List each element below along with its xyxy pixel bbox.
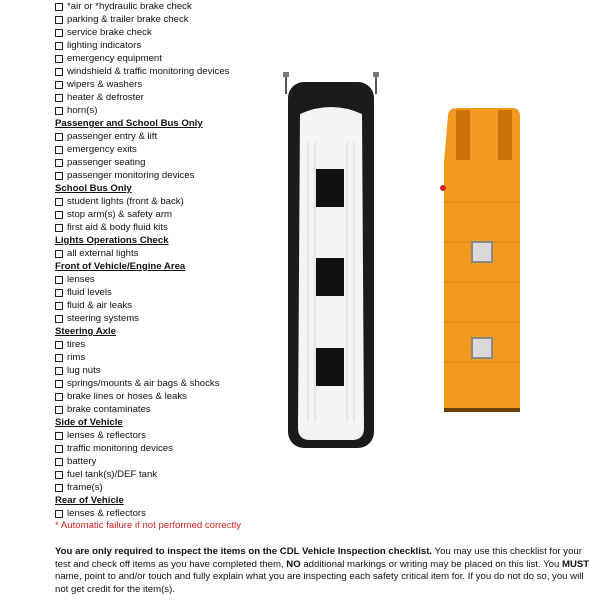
checklist-item-label: rims <box>67 352 86 363</box>
checkbox[interactable] <box>55 172 63 180</box>
checklist-item <box>55 195 295 208</box>
checklist-item <box>55 247 295 260</box>
checklist-item <box>55 143 295 156</box>
checklist-item <box>55 65 295 78</box>
section-heading: Lights Operations Check <box>55 235 169 246</box>
checkbox[interactable] <box>55 471 63 479</box>
checklist-item <box>55 377 295 390</box>
checklist-item <box>55 169 295 182</box>
checkbox[interactable] <box>55 393 63 401</box>
checkbox[interactable] <box>55 341 63 349</box>
checklist-item-label: wipers & washers <box>67 79 143 90</box>
section-heading: Steering Axle <box>55 326 116 337</box>
checklist-item-label: horn(s) <box>67 105 98 116</box>
checkbox[interactable] <box>55 484 63 492</box>
checkbox[interactable] <box>55 250 63 258</box>
checklist-item <box>55 78 295 91</box>
checklist-item <box>55 39 295 52</box>
checkbox[interactable] <box>55 315 63 323</box>
checklist-item-label: springs/mounts & air bags & shocks <box>67 378 220 389</box>
automatic-failure-note: * Automatic failure if not performed correctly <box>55 520 242 531</box>
checklist-item <box>55 208 295 221</box>
checklist-item-label: traffic monitoring devices <box>67 443 173 454</box>
checklist-item-label: passenger seating <box>67 157 146 168</box>
checklist-item-label: student lights (front & back) <box>67 196 184 207</box>
instructions-paragraph <box>55 546 590 596</box>
checklist-item <box>55 468 295 481</box>
checklist-item-label: fluid levels <box>67 287 112 298</box>
checkbox[interactable] <box>55 16 63 24</box>
checkbox[interactable] <box>55 42 63 50</box>
instructions-bold-no: NO <box>286 558 301 570</box>
checklist-item <box>55 130 295 143</box>
checklist-item <box>55 455 295 468</box>
checklist-item-label: lug nuts <box>67 365 101 376</box>
checkbox[interactable] <box>55 406 63 414</box>
checklist-item <box>55 442 295 455</box>
checklist-item-label: steering systems <box>67 313 139 324</box>
checklist-item-label: fluid & air leaks <box>67 300 133 311</box>
checkbox[interactable] <box>55 68 63 76</box>
section-heading: Front of Vehicle/Engine Area <box>55 261 186 272</box>
checkbox[interactable] <box>55 276 63 284</box>
checkbox[interactable] <box>55 211 63 219</box>
inspection-checklist <box>55 0 295 520</box>
checkbox[interactable] <box>55 367 63 375</box>
checklist-item <box>55 91 295 104</box>
checklist-item <box>55 299 295 312</box>
checklist-item <box>55 104 295 117</box>
checklist-item-label: all external lights <box>67 248 139 259</box>
section-heading: Rear of Vehicle <box>55 495 124 506</box>
checklist-item-label: frame(s) <box>67 482 103 493</box>
checklist-item-label: brake contaminates <box>67 404 151 415</box>
checklist-item-label: fuel tank(s)/DEF tank <box>67 469 158 480</box>
checkbox[interactable] <box>55 445 63 453</box>
checkbox[interactable] <box>55 510 63 518</box>
checklist-item <box>55 390 295 403</box>
checkbox[interactable] <box>55 146 63 154</box>
checkbox[interactable] <box>55 55 63 63</box>
checklist-item-label: service brake check <box>67 27 152 38</box>
checklist-item <box>55 26 295 39</box>
instructions-text-1: You may use this checklist for your test and check off items as you have completed them, <box>55 546 582 570</box>
checkbox[interactable] <box>55 198 63 206</box>
checklist-item-label: passenger monitoring devices <box>67 170 195 181</box>
instructions-bold-intro: You are only required to inspect the items on the CDL Vehicle Inspection checklist. <box>55 546 433 557</box>
checkbox[interactable] <box>55 432 63 440</box>
checkbox[interactable] <box>55 302 63 310</box>
checklist-item-label: battery <box>67 456 97 467</box>
checklist-item <box>55 273 295 286</box>
checklist-item-label: lenses <box>67 274 95 285</box>
checklist-item-label: emergency exits <box>67 144 137 155</box>
checklist-item-label: tires <box>67 339 86 350</box>
section-heading: School Bus Only <box>55 183 132 194</box>
checkbox[interactable] <box>55 29 63 37</box>
bus-top-view-illustration <box>278 72 384 450</box>
checklist-item <box>55 429 295 442</box>
checklist-item-label: parking & trailer brake check <box>67 14 189 25</box>
checkbox[interactable] <box>55 3 63 11</box>
checklist-item-label: passenger entry & lift <box>67 131 158 142</box>
checkbox[interactable] <box>55 354 63 362</box>
checklist-item <box>55 403 295 416</box>
checklist-item-label: lenses & reflectors <box>67 430 146 441</box>
checklist-item-label: heater & defroster <box>67 92 144 103</box>
checkbox[interactable] <box>55 133 63 141</box>
instructions-bold-must: MUST <box>561 558 590 570</box>
checklist-item <box>55 221 295 234</box>
checklist-item <box>55 364 295 377</box>
checklist-item <box>55 507 295 520</box>
checklist-item <box>55 156 295 169</box>
checkbox[interactable] <box>55 380 63 388</box>
checklist-item-label: lenses & reflectors <box>67 508 146 519</box>
checklist-item-label: first aid & body fluid kits <box>67 222 168 233</box>
checklist-item <box>55 52 295 65</box>
checklist-item <box>55 338 295 351</box>
checkbox[interactable] <box>55 458 63 466</box>
checkbox[interactable] <box>55 224 63 232</box>
checklist-item-label: stop arm(s) & safety arm <box>67 209 173 220</box>
checkbox[interactable] <box>55 159 63 167</box>
checklist-item <box>55 312 295 325</box>
checklist-item-label: brake lines or hoses & leaks <box>67 391 187 402</box>
bus-side-view-illustration <box>438 106 524 414</box>
checklist-item <box>55 0 295 13</box>
checklist-item <box>55 481 295 494</box>
section-heading: Side of Vehicle <box>55 417 123 428</box>
checklist-item-label: *air or *hydraulic brake check <box>67 1 192 12</box>
checklist-item <box>55 286 295 299</box>
checkbox[interactable] <box>55 107 63 115</box>
instructions-text-3: name, point to and/or touch and fully explain what you are inspecting each safety critical item for. If you do not do so, you will not get credit for the item(s). <box>55 571 584 595</box>
checklist-item <box>55 13 295 26</box>
section-heading: Passenger and School Bus Only <box>55 118 203 129</box>
checklist-item-label: lighting indicators <box>67 40 142 51</box>
instructions-text-2: additional markings or writing may be placed on this list. You <box>300 558 562 570</box>
checkbox[interactable] <box>55 94 63 102</box>
checklist-item-label: windshield & traffic monitoring devices <box>67 66 230 77</box>
checklist-item <box>55 351 295 364</box>
checkbox[interactable] <box>55 289 63 297</box>
checkbox[interactable] <box>55 81 63 89</box>
checklist-item-label: emergency equipment <box>67 53 162 64</box>
